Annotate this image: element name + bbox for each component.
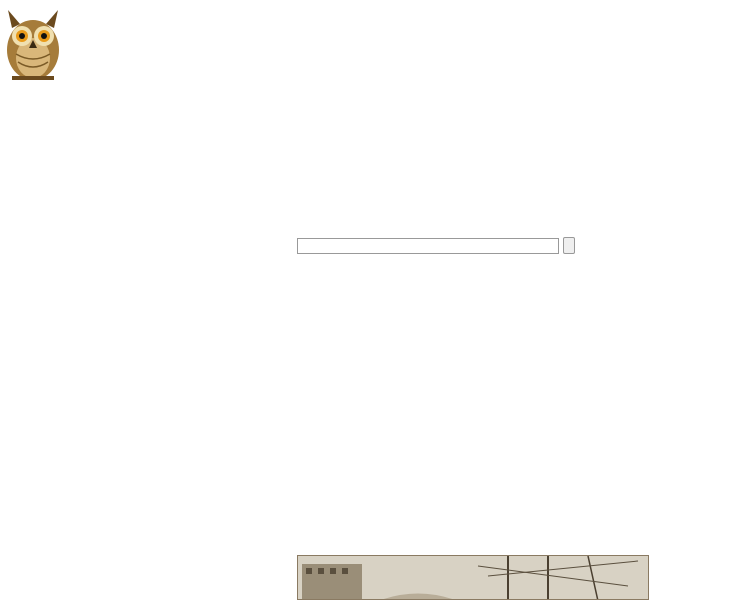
search-input[interactable] xyxy=(297,238,559,254)
owl-logo-icon xyxy=(2,6,64,82)
harbour-scene-icon xyxy=(298,556,649,600)
boston-tea-party-picture xyxy=(297,555,649,600)
search-button[interactable] xyxy=(563,237,575,254)
search-bar xyxy=(297,237,575,254)
